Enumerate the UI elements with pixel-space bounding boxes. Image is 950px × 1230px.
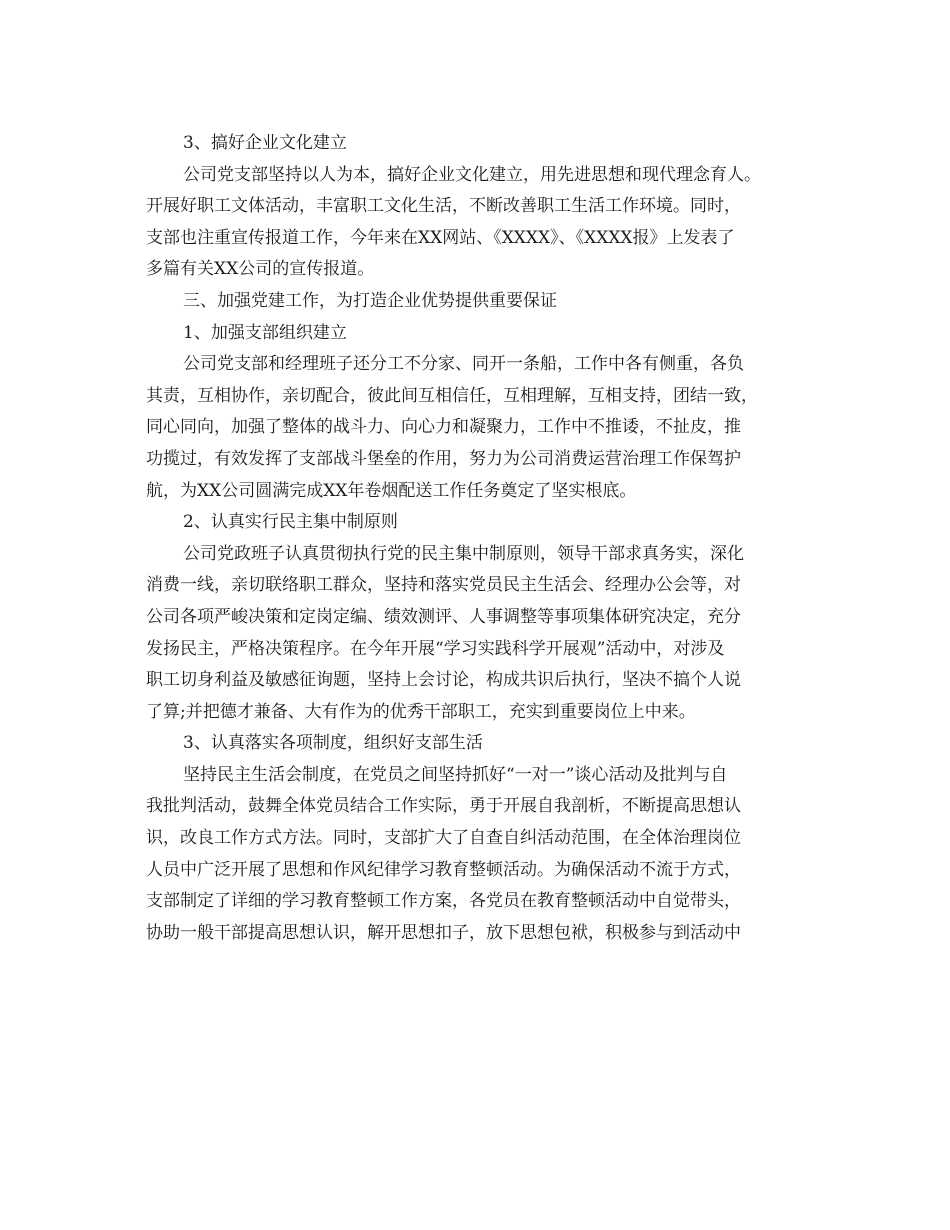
text-line: 发扬民主，严格决策程序。在今年开展“学习实践科学开展观”活动中，对涉及 — [146, 638, 725, 659]
text-line: 支部也注重宣传报道工作，今年来在XX网站、《XXXX》、《XXXX报》上发表了 — [146, 227, 735, 248]
text-line: 航，为XX公司圆满完成XX年卷烟配送工作任务奠定了坚实根底。 — [146, 480, 637, 501]
document-body — [146, 128, 816, 949]
text-line: 消费一线，亲切联络职工群众，坚持和落实党员民主生活会、经理办公会等，对 — [146, 575, 741, 596]
text-line: 公司党支部坚持以人为本，搞好企业文化建立，用先进思想和现代理念育人。 — [183, 164, 761, 185]
text-line: 3、认真落实各项制度，组织好支部生活 — [183, 733, 483, 754]
text-line: 功揽过，有效发挥了支部战斗堡垒的作用，努力为公司消费运营治理工作保驾护 — [146, 448, 741, 469]
text-line: 了算;并把德才兼备、大有作为的优秀干部职工，充实到重要岗位上中来。 — [146, 701, 696, 722]
text-line: 人员中广泛开展了思想和作风纪律学习教育整顿活动。为确保活动不流于方式， — [146, 859, 741, 880]
text-line: 公司各项严峻决策和定岗定编、绩效测评、人事调整等事项集体研究决定，充分 — [146, 606, 741, 627]
text-line: 公司党政班子认真贯彻执行党的民主集中制原则，领导干部求真务实，深化 — [183, 543, 744, 564]
text-line: 公司党支部和经理班子还分工不分家、同开一条船，工作中各有侧重，各负 — [183, 354, 744, 375]
text-line: 职工切身利益及敏感征询题，坚持上会讨论，构成共识后执行，坚决不搞个人说 — [146, 670, 741, 691]
text-line: 3、搞好企业文化建立 — [183, 133, 347, 153]
text-line: 开展好职工文体活动，丰富职工文化生活，不断改善职工生活工作环境。同时， — [146, 196, 741, 217]
text-line: 其责，互相协作，亲切配合，彼此间互相信任，互相理解，互相支持，团结一致， — [146, 385, 758, 406]
text-line: 多篇有关XX公司的宣传报道。 — [146, 259, 375, 280]
text-line: 我批判活动，鼓舞全体党员结合工作实际，勇于开展自我剖析，不断提高思想认 — [146, 796, 741, 817]
text-line: 坚持民主生活会制度，在党员之间坚持抓好“一对一”谈心活动及批判与自 — [183, 764, 728, 785]
text-line: 2、认真实行民主集中制原则 — [183, 512, 398, 533]
text-line: 同心同向，加强了整体的战斗力、向心力和凝聚力，工作中不推诿，不扯皮，推 — [146, 417, 741, 438]
text-line: 识，改良工作方式方法。同时，支部扩大了自查自纠活动范围，在全体治理岗位 — [146, 828, 741, 849]
text-line: 1、加强支部组织建立 — [183, 322, 347, 343]
text-line: 三、加强党建工作，为打造企业优势提供重要保证 — [183, 290, 557, 311]
text-line: 支部制定了详细的学习教育整顿工作方案，各党员在教育整顿活动中自觉带头， — [146, 891, 741, 912]
text-line: 协助一般干部提高思想认识，解开思想扣子，放下思想包袱，积极参与到活动中 — [146, 922, 741, 943]
